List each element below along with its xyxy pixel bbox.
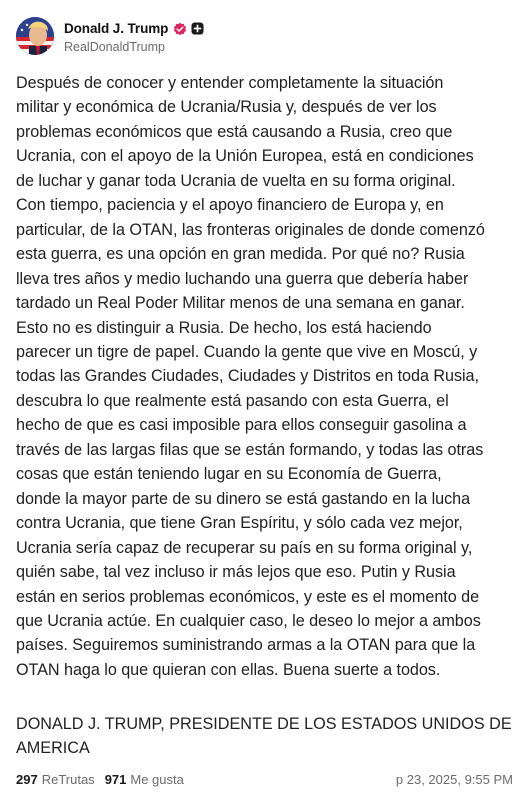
verified-badge-icon bbox=[173, 22, 187, 36]
retruths-count: 297 bbox=[16, 771, 38, 787]
plus-badge-icon bbox=[191, 22, 204, 35]
post-footer bbox=[16, 770, 513, 788]
avatar[interactable] bbox=[16, 17, 54, 55]
likes-label: Me gusta bbox=[130, 771, 184, 787]
author-handle[interactable]: RealDonaldTrump bbox=[64, 39, 165, 54]
avatar-image bbox=[16, 17, 54, 55]
post-body-text: Después de conocer y entender completamente la situación militar y económica de Ucrania/Rusia y, después de ver los problemas económicos que está causando a Rusia, creo que Ucrania, con el apoyo de la Unión Europea, está en condiciones de luchar y ganar toda Ucrania de vuelta en su forma original. Con tiempo, paciencia y el apoyo financiero de Europa y, en particular, de la OTAN, las fronteras originales de donde comenzó esta guerra, es una opción en gran medida. Por qué no? Rusia lleva tres años y medio luchando una guerra que debería haber tardado un Real Poder Militar menos de una semana en ganar. Esto no es distinguir a Rusia. De hecho, los está haciendo parecer un tigre de papel. Cuando la gente que vive en Moscú, y todas las Grandes Ciudades, Ciudades y Distritos en toda Rusia, descubra lo que realmente está pasando con esta Guerra, el hecho de que es casi imposible para ellos conseguir gasolina a través de las largas filas que se están formando, y todas las otras cosas que están teniendo lugar en su Economía de Guerra, donde la mayor parte de su dinero se está gastando en la lucha contra Ucrania, que tiene Gran Espíritu, y sólo cada vez mejor, Ucrania sería capaz de recuperar su país en su forma original y, quién sabe, tal vez incluso ir más lejos que eso. Putin y Rusia están en serios problemas económicos, y este es el momento de que Ucrania actúe. En cualquier caso, le deseo lo mejor a ambos países. Seguiremos suministrando armas a la OTAN para que la OTAN haga lo que quieran con ellas. Buena suerte a todos. bbox=[16, 74, 485, 679]
post-signature: DONALD J. TRUMP, PRESIDENTE DE LOS ESTADOS UNIDOS DE AMERICA bbox=[16, 715, 512, 758]
retruths-stat[interactable] bbox=[16, 772, 95, 787]
likes-count: 971 bbox=[104, 771, 127, 787]
post-header bbox=[16, 16, 204, 56]
likes-stat[interactable] bbox=[105, 772, 184, 787]
name-row bbox=[64, 19, 204, 39]
post-timestamp[interactable]: p 23, 2025, 9:55 PM bbox=[395, 771, 513, 787]
author-names bbox=[64, 19, 204, 54]
author-display-name[interactable]: Donald J. Trump bbox=[64, 21, 169, 36]
retruths-label: ReTrutas bbox=[41, 771, 95, 787]
